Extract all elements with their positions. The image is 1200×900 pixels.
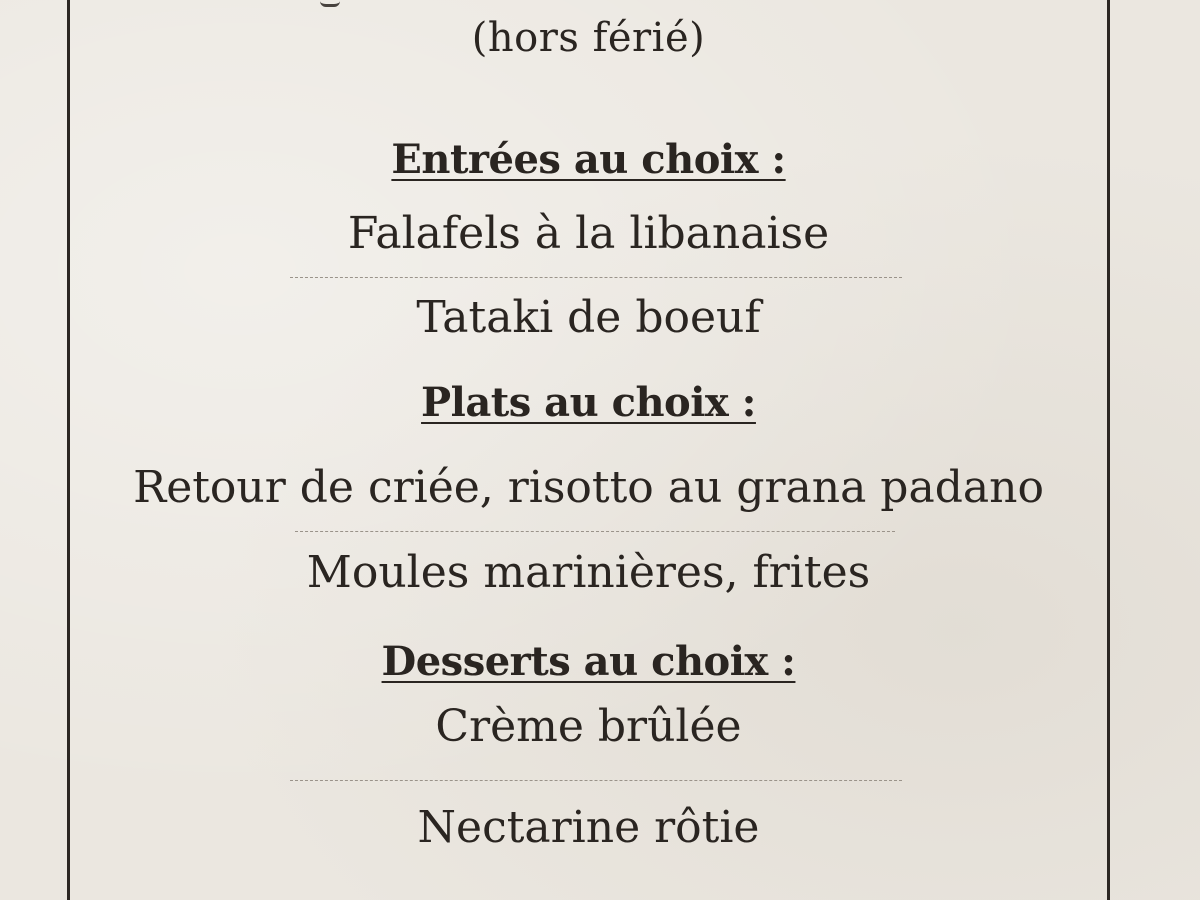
menu-item-moules: Moules marinières, frites [306,547,871,598]
menu-item-tataki: Tataki de boeuf [416,292,761,343]
section-heading-desserts [70,638,1107,685]
section-heading-entrees [70,136,1107,183]
menu-subtitle: (hors férié) [471,15,706,61]
menu-frame-right-border [1107,0,1110,900]
menu-frame-left-border [67,0,70,900]
menu-item-falafels: Falafels à la libanaise [347,208,830,259]
section-heading-entrees-label: Entrées au choix : [391,136,786,183]
section-heading-plats [70,379,1107,426]
cropped-title-fragment [320,0,340,7]
dashed-divider [290,780,902,781]
dashed-divider [290,277,902,278]
section-heading-desserts-label: Desserts au choix : [381,638,796,685]
menu-item-retour-de-criee: Retour de criée, risotto au grana padano [133,462,1044,513]
section-heading-plats-label: Plats au choix : [421,379,756,426]
menu-item-nectarine: Nectarine rôtie [417,802,760,853]
menu-item-creme-brulee: Crème brûlée [435,701,742,752]
dashed-divider [295,531,895,532]
